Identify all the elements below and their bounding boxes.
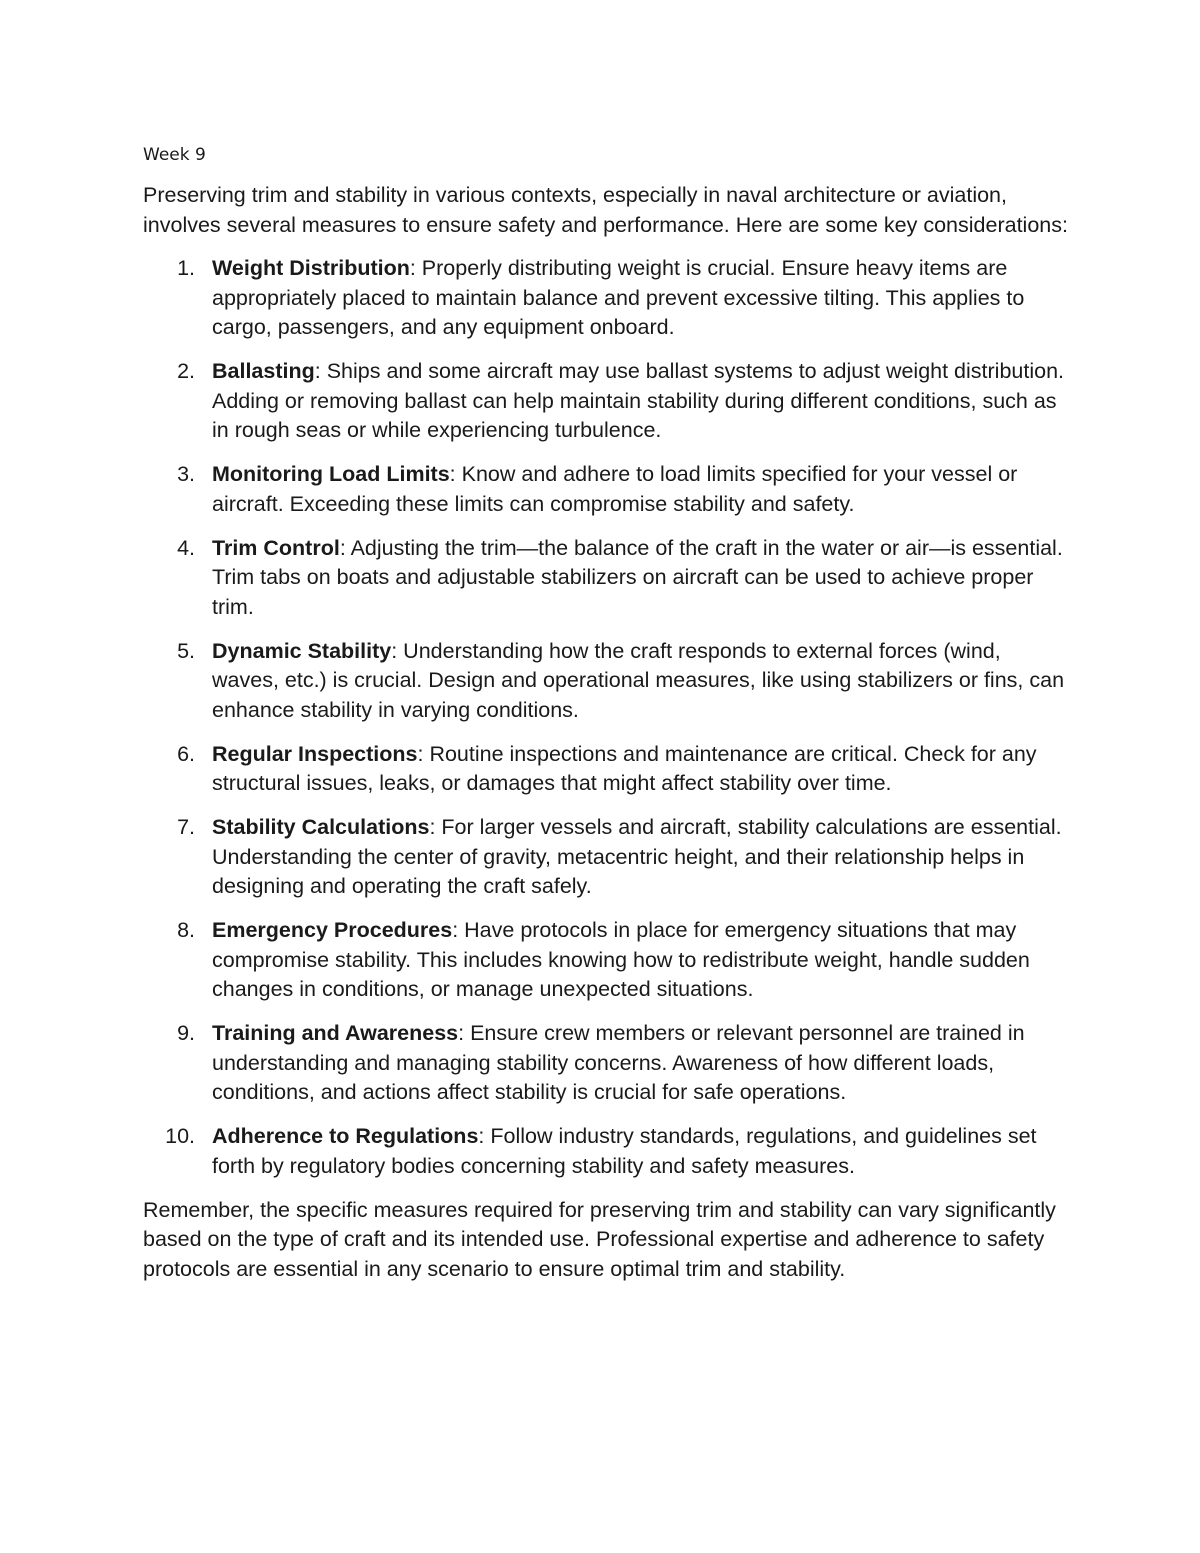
list-item-term: Regular Inspections [212, 741, 418, 766]
list-item-number: 4. [177, 535, 195, 560]
list-item-number: 8. [177, 918, 195, 942]
list-item-number: 1. [177, 256, 195, 280]
list-item [143, 740, 1068, 799]
list-item-text: : Routine inspections and maintenance are critical. Check for any structural issues, leaks, or damages that might affect stability over time. [212, 741, 1037, 795]
list-item [143, 813, 1068, 902]
list-item-number: 10. [165, 1124, 195, 1148]
list-item-term: Trim Control [212, 535, 340, 560]
list-item-text: : Ships and some aircraft may use ballast systems to adjust weight distribution. Adding or removing ballast can help maintain stability during different conditions, such as in rough seas or while experiencing turbulence. [212, 359, 1065, 442]
list-item [143, 916, 1068, 1005]
list-item-text: : For larger vessels and aircraft, stability calculations are essential. Understanding the center of gravity, metacentric height, and their relationship helps in designing and operating the craft safely. [212, 815, 1062, 898]
list-item-term: Weight Distribution [212, 256, 410, 280]
list-item-term: Ballasting [212, 359, 315, 383]
list-item [143, 357, 1068, 446]
list-item [143, 460, 1068, 519]
list-item-number: 5. [177, 638, 195, 663]
list-item-term: Adherence to Regulations [212, 1124, 479, 1148]
list-item-text: : Follow industry standards, regulations, and guidelines set forth by regulatory bodies concerning stability and safety measures. [212, 1124, 1037, 1178]
list-item-text: : Know and adhere to load limits specified for your vessel or aircraft. Exceeding these limits can compromise stability and safety. [212, 462, 1018, 516]
list-item-number: 9. [177, 1021, 195, 1045]
list-item [143, 637, 1068, 726]
list-item-number: 6. [177, 741, 195, 766]
list-item-text: : Properly distributing weight is crucial. Ensure heavy items are appropriately placed to maintain balance and prevent excessive tilting. This applies to cargo, passengers, and any equipment onboard. [212, 256, 1025, 339]
list-item [143, 1019, 1068, 1108]
list-item-term: Dynamic Stability [212, 638, 392, 663]
list-item-number: 7. [177, 815, 195, 839]
week-label: Week 9 [143, 145, 206, 165]
list-item [143, 534, 1068, 623]
list-item [143, 254, 1068, 343]
intro-paragraph: Preserving trim and stability in various contexts, especially in naval architecture or aviation, involves several measures to ensure safety and performance. Here are some key considerations: [143, 183, 1068, 237]
list-item-term: Monitoring Load Limits [212, 462, 450, 486]
conclusion-paragraph: Remember, the specific measures required for preserving trim and stability can vary significantly based on the type of craft and its intended use. Professional expertise and adherence to safety protocols are essential in any scenario to ensure optimal trim and stability. [143, 1197, 1056, 1281]
considerations-list [143, 254, 1068, 1181]
list-item-text: : Have protocols in place for emergency situations that may compromise stability. This includes knowing how to redistribute weight, handle sudden changes in conditions, or manage unexpected situations. [212, 918, 1030, 1001]
list-item-text: : Adjusting the trim—the balance of the craft in the water or air—is essential. Trim tabs on boats and adjustable stabilizers on aircraft can be used to achieve proper trim. [212, 535, 1063, 619]
list-item-term: Stability Calculations [212, 815, 430, 839]
document-page [143, 138, 1068, 1284]
list-item-number: 3. [177, 462, 195, 486]
list-item-term: Training and Awareness [212, 1021, 459, 1045]
list-item-text: : Understanding how the craft responds to external forces (wind, waves, etc.) is crucial. Design and operational measures, like using stabilizers or fins, can enhance stability in varying conditions. [212, 638, 1065, 722]
list-item [143, 1122, 1068, 1181]
list-item-term: Emergency Procedures [212, 918, 453, 942]
list-item-text: : Ensure crew members or relevant personnel are trained in understanding and managing stability concerns. Awareness of how different loads, conditions, and actions affect stability is crucial for safe operations. [212, 1021, 1025, 1104]
list-item-number: 2. [177, 359, 195, 383]
